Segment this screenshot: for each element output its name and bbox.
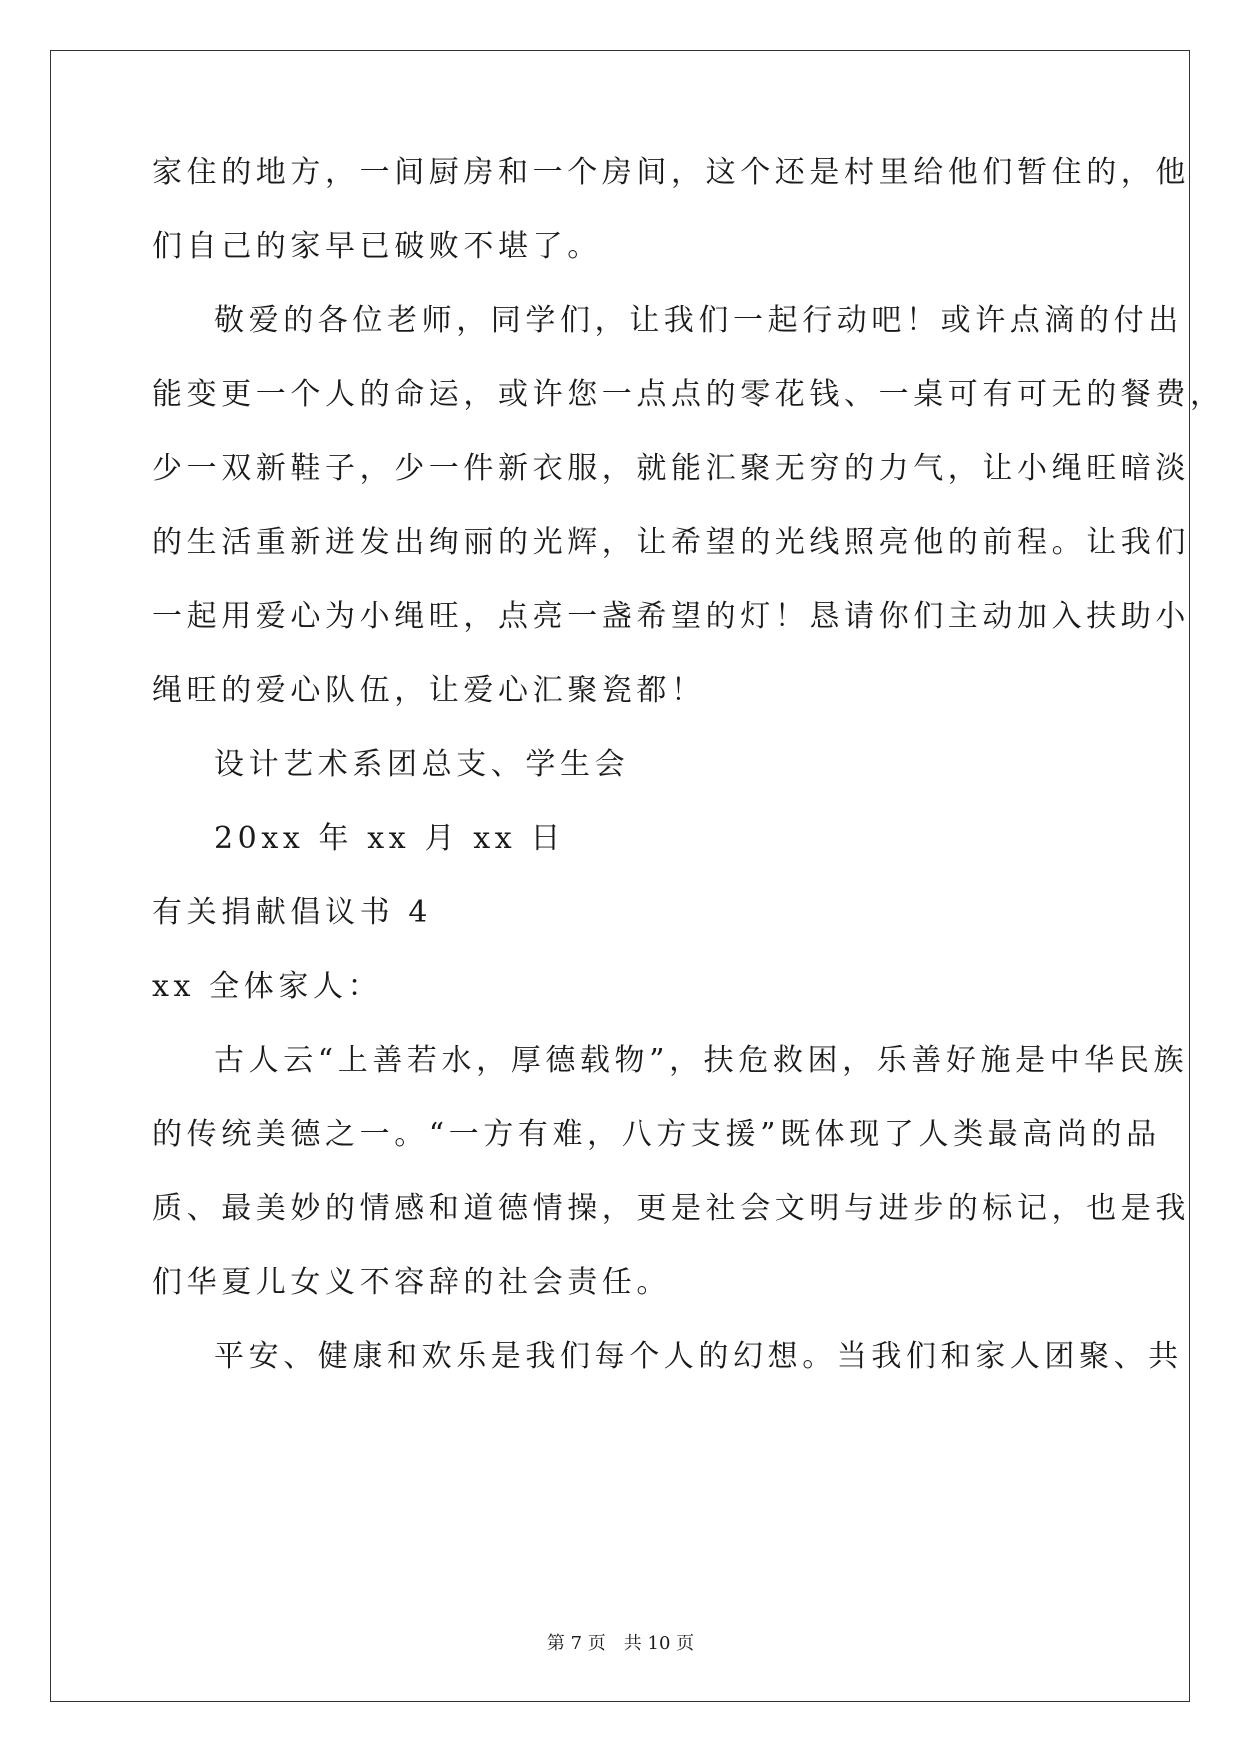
signature-date: 20xx 年 xx 月 xx 日 bbox=[214, 821, 565, 856]
paragraph-line: 家住的地方，一间厨房和一个房间，这个还是村里给他们暂住的，他 bbox=[152, 155, 1190, 190]
paragraph-line: 平安、健康和欢乐是我们每个人的幻想。当我们和家人团聚、共 bbox=[214, 1339, 1183, 1374]
paragraph-line: 敬爱的各位老师，同学们，让我们一起行动吧！或许点滴的付出 bbox=[214, 303, 1183, 338]
signature-organization: 设计艺术系团总支、学生会 bbox=[214, 747, 630, 782]
paragraph-line: 们华夏儿女义不容辞的社会责任。 bbox=[152, 1265, 671, 1300]
salutation: xx 全体家人： bbox=[152, 969, 383, 1004]
paragraph-line: 少一双新鞋子，少一件新衣服，就能汇聚无穷的力气，让小绳旺暗淡 bbox=[152, 451, 1190, 486]
paragraph-line: 一起用爱心为小绳旺，点亮一盏希望的灯！恳请你们主动加入扶助小 bbox=[152, 599, 1190, 634]
paragraph-line: 能变更一个人的命运，或许您一点点的零花钱、一桌可有可无的餐费， bbox=[152, 377, 1225, 412]
paragraph-line: 古人云“上善若水，厚德载物”，扶危救困，乐善好施是中华民族 bbox=[214, 1043, 1189, 1078]
page-number: 第 7 页 共 10 页 bbox=[546, 1633, 695, 1654]
section-title: 有关捐献倡议书 4 bbox=[152, 895, 433, 930]
paragraph-line: 质、最美妙的情感和道德情操，更是社会文明与进步的标记，也是我 bbox=[152, 1191, 1190, 1226]
paragraph-line: 的生活重新迸发出绚丽的光辉，让希望的光线照亮他的前程。让我们 bbox=[152, 525, 1190, 560]
page-border bbox=[50, 50, 1190, 1702]
paragraph-line: 们自己的家早已破败不堪了。 bbox=[152, 229, 602, 264]
paragraph-line: 的传统美德之一。“一方有难，八方支援”既体现了人类最高尚的品 bbox=[152, 1117, 1161, 1152]
paragraph-line: 绳旺的爱心队伍，让爱心汇聚瓷都！ bbox=[152, 673, 706, 708]
